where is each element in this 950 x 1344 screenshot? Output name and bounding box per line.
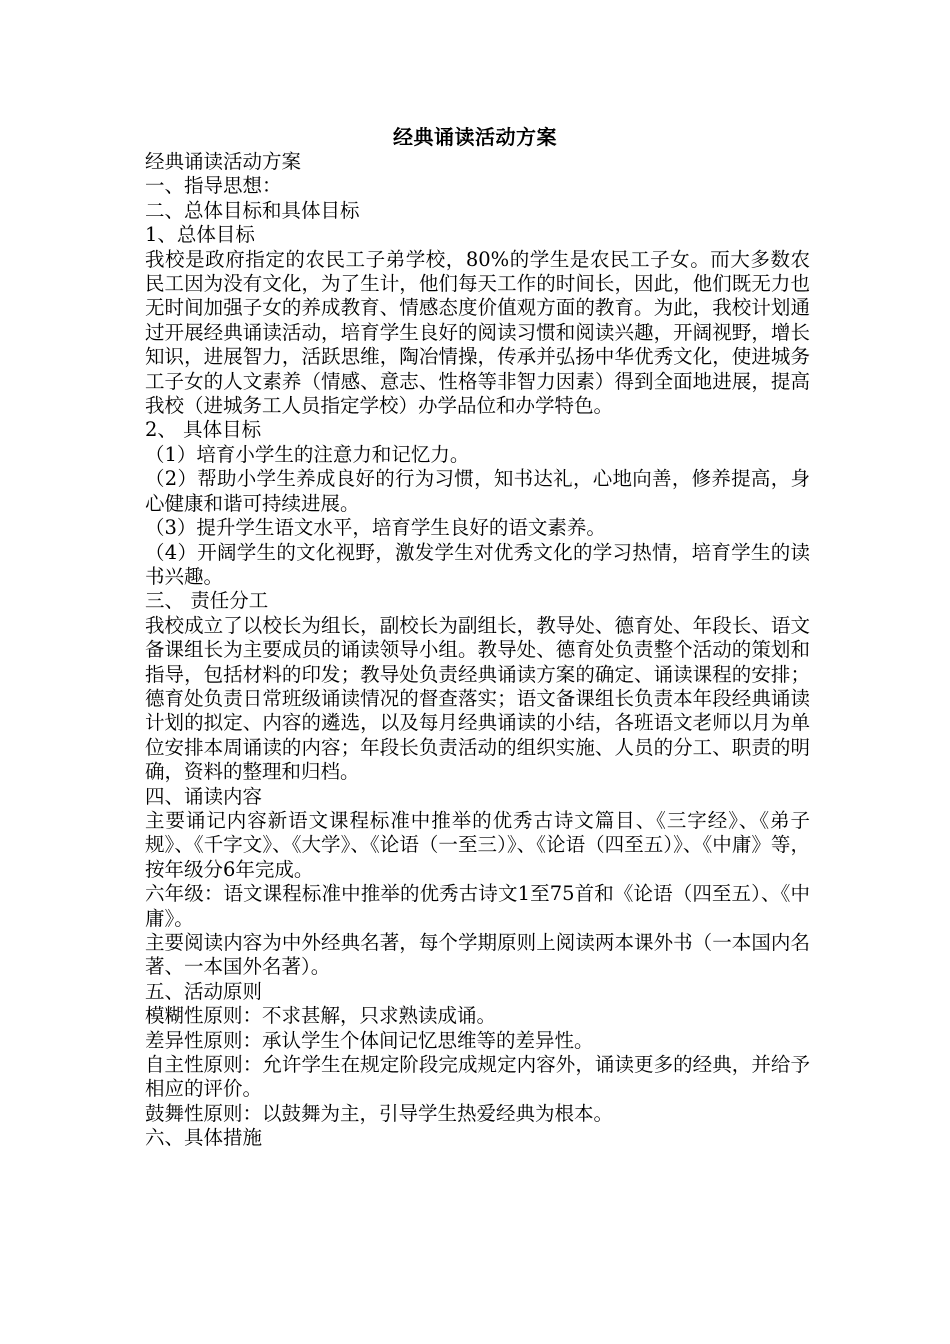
section-heading-guiding-thought: 一、指导思想： bbox=[145, 174, 282, 198]
principle-encouragement: 鼓舞性原则：以鼓舞为主，引导学生热爱经典为根本。 bbox=[145, 1101, 614, 1125]
principle-difference: 差异性原则：承认学生个体间记忆思维等的差异性。 bbox=[145, 1028, 594, 1052]
section-heading-goals: 二、总体目标和具体目标 bbox=[145, 198, 360, 222]
paragraph-doc-heading: 经典诵读活动方案 bbox=[145, 150, 302, 173]
list-item-goal-4: （4）开阔学生的文化视野，激发学生对优秀文化的学习热情，培育学生的读书兴趣。 bbox=[145, 540, 810, 588]
section-heading-responsibilities: 三、 责任分工 bbox=[145, 589, 269, 613]
paragraph-recitation-content: 主要诵记内容新语文课程标准中推举的优秀古诗文篇目、《三字经》、《弟子规》、《千字文》、《大学》、《论语（一至三）》、《论语（四至五）》、《中庸》等，按年级分6年完成。 bbox=[145, 808, 810, 881]
section-heading-principles: 五、活动原则 bbox=[145, 979, 263, 1003]
list-item-goal-1: （1）培育小学生的注意力和记忆力。 bbox=[145, 442, 470, 466]
subsection-heading-specific-goals: 2、 具体目标 bbox=[145, 418, 262, 442]
paragraph-reading-content: 主要阅读内容为中外经典名著，每个学期原则上阅读两本课外书（一本国内名著、一本国外名著）。 bbox=[145, 931, 810, 979]
document-title: 经典诵读活动方案 bbox=[393, 125, 557, 149]
subsection-heading-overall-goal: 1、总体目标 bbox=[145, 223, 255, 247]
paragraph-responsibilities: 我校成立了以校长为组长，副校长为副组长，教导处、德育处、年段长、语文备课组长为主要成员的诵读领导小组。教导处、德育处负责整个活动的策划和指导，包括材料的印发；教导处负责经典诵读方案的确定、诵读课程的安排；德育处负责日常班级诵读情况的督查落实；语文备课组长负责本年段经典诵读计划的拟定、内容的遴选，以及每月经典诵读的小结，各班语文老师以月为单位安排本周诵读的内容；年段长负责活动的组织实施、人员的分工、职责的明确，资料的整理和归档。 bbox=[145, 613, 810, 784]
section-heading-content: 四、诵读内容 bbox=[145, 784, 263, 808]
list-item-goal-3: （3）提升学生语文水平，培育学生良好的语文素养。 bbox=[145, 516, 606, 540]
section-heading-measures: 六、具体措施 bbox=[145, 1126, 263, 1150]
document-body bbox=[145, 150, 810, 1151]
paragraph-overall-goal: 我校是政府指定的农民工子弟学校，80%的学生是农民工子女。而大多数农民工因为没有文化，为了生计，他们每天工作的时间长，因此，他们既无力也无时间加强子女的养成教育、情感态度价值观方面的教育。为此，我校计划通过开展经典诵读活动，培育学生良好的阅读习惯和阅读兴趣，开阔视野，增长知识，进展智力，活跃思维，陶冶情操，传承并弘扬中华优秀文化，使进城务工子女的人文素养（情感、意志、性格等非智力因素）得到全面地进展，提高我校（进城务工人员指定学校）办学品位和办学特色。 bbox=[145, 247, 810, 418]
principle-autonomy: 自主性原则：允许学生在规定阶段完成规定内容外，诵读更多的经典，并给予相应的评价。 bbox=[145, 1053, 810, 1101]
list-item-goal-2: （2）帮助小学生养成良好的行为习惯，知书达礼，心地向善，修养提高，身心健康和谐可持续进展。 bbox=[145, 467, 810, 515]
principle-fuzziness: 模糊性原则：不求甚解，只求熟读成诵。 bbox=[145, 1004, 497, 1028]
paragraph-grade-six: 六年级：语文课程标准中推举的优秀古诗文1至75首和《论语（四至五）、《中庸》。 bbox=[145, 882, 810, 930]
